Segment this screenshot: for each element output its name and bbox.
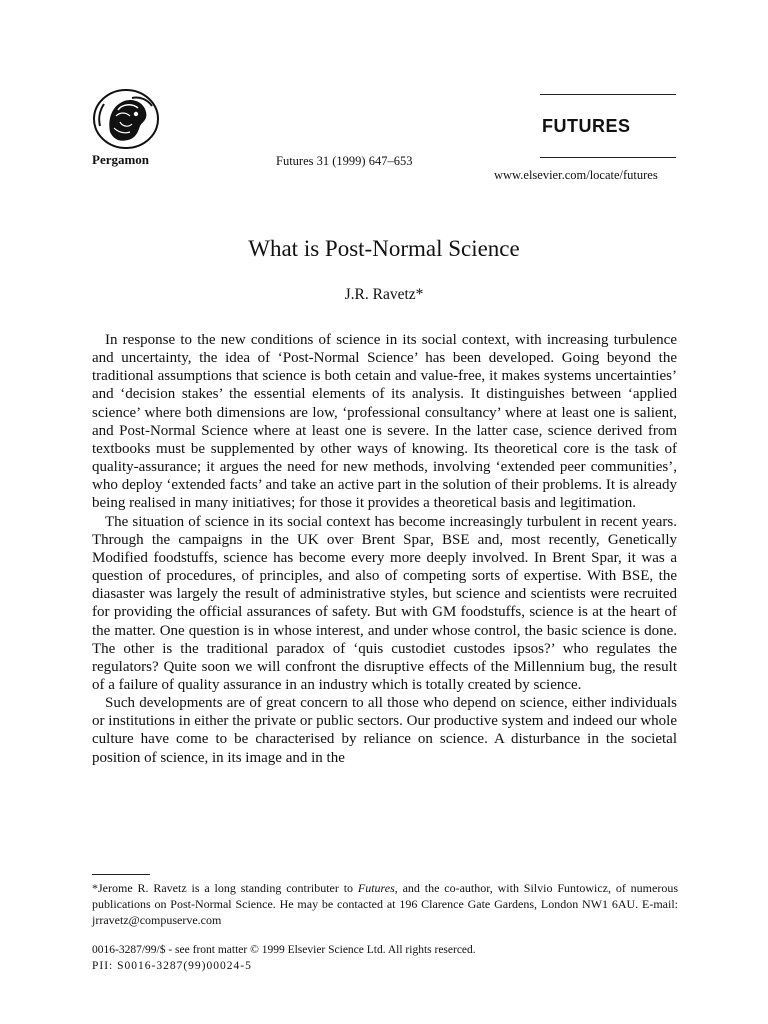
footnote-text-suffix: , and the co-author, with Silvio Funtowicz, of numerous publications on Post-Normal Science. He may be contacted at 196 Clarence Gate Gardens, London NW1 6AU. E-mail: jrravetz@compuserve.com: [92, 881, 678, 927]
copyright-line: 0016-3287/99/$ - see front matter © 1999 Elsevier Science Ltd. All rights reserced.: [92, 944, 476, 956]
pergamon-logo: [92, 88, 162, 152]
publisher-name: Pergamon: [92, 152, 150, 167]
body-paragraph: Such developments are of great concern to all those who depend on science, either individuals or institutions in either the private or public sectors. Our productive system and indeed our whole culture have come to be characterised by reliance on science. A disturbance in the societal position of science, in its image and in the: [92, 695, 677, 766]
abstract-paragraph: In response to the new conditions of science in its social context, with increasing turbulence and uncertainty, the idea of ‘Post-Normal Science’ has been developed. Going beyond the traditional assumptions that science is both cetain and value-free, it makes systems uncertainties’ and ‘decision stakes’ the essential elements of its analysis. It distinguishes between ‘applied science’ where both dimensions are low, ‘professional consultancy’ where at least one is salient, and Post-Normal Science where at least one is severe. In the latter case, science derived from textbooks must be supplemented by other ways of knowing. Its theoretical core is the task of quality-assurance; it argues the need for new methods, involving ‘extended peer communities’, who deploy ‘extended facts’ and take an active part in the solution of their problems. It is already being realised in many initiatives; for those it provides a theoretical basis and legitimation.: [92, 332, 677, 512]
body-paragraph: The situation of science in its social context has become increasingly turbulent in recent years. Through the campaigns in the UK over Brent Spar, BSE and, most recently, Genetically Modified foodstuffs, science has become every more deeply involved. In Brent Spar, it was a question of procedures, of principles, and also of competing sorts of expertise. With BSE, the diasaster was largely the result of administrative styles, but science and scientists were recruited for providing the official assurances of safety. But with GM foodstuffs, science is at the heart of the matter. One question is in whose interest, and under whose control, the basic science is done. The other is the traditional paradox of ‘quis custodiet custodes ipsos?’ who regulates the regulators? Quite soon we will confront the disruptive effects of the Millennium bug, the result of a failure of quality assurance in an industry which is totally created by science.: [92, 513, 677, 693]
journal-citation: Futures 31 (1999) 647–653: [276, 154, 413, 168]
header-rule-bottom: [540, 157, 676, 158]
article-author: J.R. Ravetz*: [344, 286, 424, 303]
article-title: What is Post-Normal Science: [248, 236, 520, 261]
header-rule-top: [540, 94, 676, 95]
pii-line: PII: S0016-3287(99)00024-5: [92, 960, 252, 972]
footnote-journal-name: Futures: [357, 881, 395, 895]
journal-url[interactable]: www.elsevier.com/locate/futures: [494, 168, 658, 182]
page-footer: [92, 942, 678, 974]
footnote-text-prefix: *Jerome R. Ravetz is a long standing contributer to: [92, 881, 358, 895]
author-footnote: [92, 880, 678, 928]
article-body: [92, 331, 677, 767]
footnote-rule: [92, 874, 150, 875]
journal-name: FUTURES: [542, 116, 631, 136]
